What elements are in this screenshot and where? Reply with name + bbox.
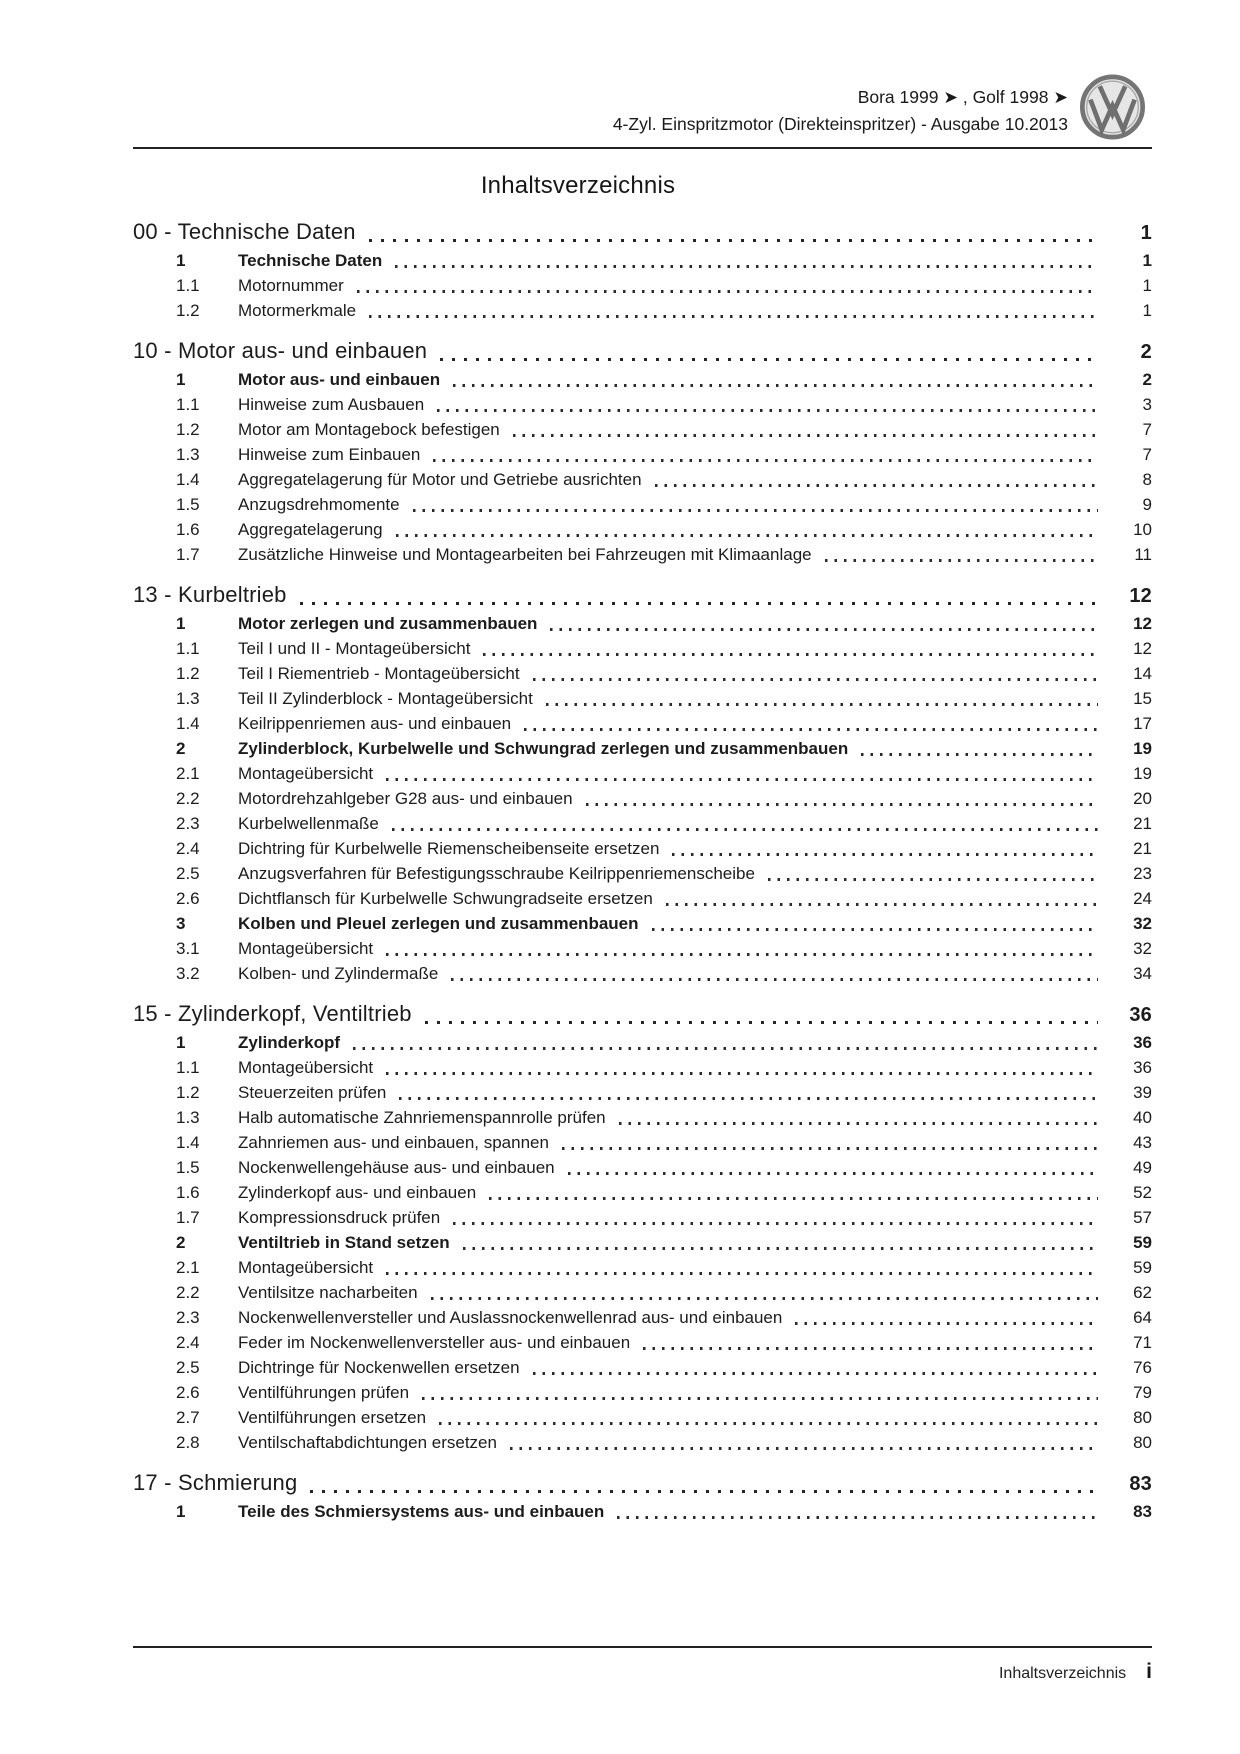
dot-leader [672,853,1098,856]
entry-page-number: 83 [1133,1502,1152,1521]
toc-entry-row [133,761,1152,786]
toc-entry-row [133,1130,1152,1155]
entry-number: 1 [176,614,186,633]
toc-entry-row [133,1255,1152,1280]
dot-leader [586,803,1098,806]
toc-entry-row [133,517,1152,542]
toc-entry-row [133,1080,1152,1105]
entry-page-number: 64 [1133,1308,1152,1327]
entry-number: 2.4 [176,1333,200,1352]
toc-entry-row [133,1030,1152,1055]
toc-chapter-row [133,1468,1152,1499]
entry-title: Hinweise zum Einbauen [238,445,421,464]
header-model-line: Bora 1999 ➤ , Golf 1998 ➤ [857,87,1068,107]
dot-leader [652,928,1098,931]
entry-number: 1.6 [176,1183,200,1202]
dot-leader [399,1097,1098,1100]
entry-page-number: 71 [1133,1333,1152,1352]
dot-leader [666,903,1098,906]
entry-title: Nockenwellenversteller und Auslassnockenwellenrad aus- und einbauen [238,1308,783,1327]
entry-title: Kolben und Pleuel zerlegen und zusammenbauen [238,914,639,933]
toc-entry-row [133,417,1152,442]
toc-entry-row [133,861,1152,886]
dot-leader [395,265,1098,268]
entry-title: Technische Daten [238,251,383,270]
entry-number: 1.7 [176,1208,200,1227]
entry-number: 2 [176,739,186,758]
toc-entry-row [133,911,1152,936]
toc-entry-row [133,886,1152,911]
entry-page-number: 15 [1133,689,1152,708]
entry-title: Dichtflansch für Kurbelwelle Schwungradseite ersetzen [238,889,653,908]
entry-page-number: 20 [1133,789,1152,808]
dot-leader [433,459,1098,462]
entry-title: Teil II Zylinderblock - Montageübersicht [238,689,533,708]
entry-number: 1.1 [176,395,200,414]
entry-title: Ventilführungen ersetzen [238,1408,427,1427]
toc-chapter-row [133,217,1152,248]
dot-leader [768,878,1098,881]
toc-entry-row [133,1180,1152,1205]
entry-title: Feder im Nockenwellenversteller aus- und einbauen [238,1333,631,1352]
entry-page-number: 57 [1133,1208,1152,1227]
entry-page-number: 1 [1142,251,1152,270]
entry-page-number: 40 [1133,1108,1152,1127]
toc-entry-row [133,1380,1152,1405]
dot-leader [643,1347,1098,1350]
toc-entry-row [133,786,1152,811]
entry-number: 3.1 [176,939,200,958]
entry-title: Motor zerlegen und zusammenbauen [238,614,538,633]
entry-number: 2.3 [176,814,200,833]
entry-page-number: 7 [1142,420,1152,439]
entry-number: 2.3 [176,1308,200,1327]
entry-page-number: 12 [1133,639,1152,658]
entry-title: Anzugsverfahren für Befestigungsschraube Keilrippenriemenscheibe [238,864,755,883]
dot-leader [386,1072,1098,1075]
entry-number: 1.2 [176,420,200,439]
toc-entry-row [133,273,1152,298]
toc-entry-row [133,442,1152,467]
entry-title: Motormerkmale [238,301,357,320]
entry-page-number: 80 [1133,1433,1152,1452]
toc-entry-row [133,1330,1152,1355]
entry-number: 1.2 [176,1083,200,1102]
entry-number: 1.1 [176,639,200,658]
entry-title: Ventilschaftabdichtungen ersetzen [238,1433,497,1452]
dot-leader [795,1322,1098,1325]
entry-title: Motor am Montagebock befestigen [238,420,500,439]
entry-number: 1.4 [176,470,200,489]
entry-title: Motornummer [238,276,344,295]
dot-leader [546,703,1098,706]
entry-page-number: 59 [1133,1233,1152,1252]
footer-divider [133,1646,1152,1648]
dot-leader [483,653,1098,656]
dot-leader [550,628,1098,631]
toc-chapter-row [133,999,1152,1030]
toc-entry-row [133,1055,1152,1080]
entry-number: 1 [176,370,186,389]
dot-leader [489,1197,1098,1200]
entry-page-number: 49 [1133,1158,1152,1177]
entry-number: 1.2 [176,664,200,683]
dot-leader [437,409,1098,412]
entry-title: Halb automatische Zahnriemenspannrolle prüfen [238,1108,606,1127]
entry-page-number: 11 [1134,545,1152,564]
entry-page-number: 14 [1133,664,1152,683]
entry-title: Ventiltrieb in Stand setzen [238,1233,450,1252]
dot-leader [386,778,1098,781]
entry-number: 1 [176,251,186,270]
dot-leader [562,1147,1098,1150]
dot-leader [513,434,1098,437]
header-engine-line: 4-Zyl. Einspritzmotor (Direkteinspritzer) - Ausgabe 10.2013 [612,114,1068,134]
toc-chapter-row [133,580,1152,611]
dot-leader [369,239,1098,242]
toc-entry-row [133,636,1152,661]
entry-number: 1.7 [176,545,200,564]
toc-entry-row [133,1105,1152,1130]
toc-entry-row [133,611,1152,636]
entry-title: Anzugsdrehmomente [238,495,400,514]
dot-leader [463,1247,1098,1250]
dot-leader [413,509,1098,512]
entry-page-number: 76 [1133,1358,1152,1377]
entry-number: 1 [176,1502,186,1521]
entry-number: 2.5 [176,864,200,883]
dot-leader [861,753,1098,756]
chapter-label: 10 - Motor aus- und einbauen [133,338,428,363]
toc-entry-row [133,1280,1152,1305]
entry-number: 1.4 [176,1133,200,1152]
entry-number: 2.1 [176,1258,200,1277]
entry-title: Kurbelwellenmaße [238,814,379,833]
entry-number: 1.4 [176,714,200,733]
entry-page-number: 36 [1133,1058,1152,1077]
chapter-page-number: 2 [1140,341,1152,363]
chapter-label: 13 - Kurbeltrieb [133,582,287,607]
toc-entry-row [133,961,1152,986]
entry-title: Motordrehzahlgeber G28 aus- und einbauen [238,789,573,808]
entry-title: Teil I Riementrieb - Montageübersicht [238,664,520,683]
entry-page-number: 10 [1133,520,1152,539]
entry-title: Dichtringe für Nockenwellen ersetzen [238,1358,520,1377]
toc-entry-row [133,661,1152,686]
dot-leader [825,559,1098,562]
toc-entry-row [133,686,1152,711]
entry-title: Hinweise zum Ausbauen [238,395,425,414]
toc-entry-row [133,1430,1152,1455]
dot-leader [386,953,1098,956]
entry-title: Steuerzeiten prüfen [238,1083,387,1102]
toc-entry-row [133,811,1152,836]
entry-title: Zylinderkopf aus- und einbauen [238,1183,477,1202]
toc-entry-row [133,492,1152,517]
entry-page-number: 19 [1133,764,1152,783]
entry-page-number: 19 [1133,739,1152,758]
dot-leader [422,1397,1098,1400]
entry-page-number: 7 [1142,445,1152,464]
entry-title: Zusätzliche Hinweise und Montagearbeiten bei Fahrzeugen mit Klimaanlage [238,545,812,564]
toc-chapter-row [133,336,1152,367]
entry-title: Zylinderblock, Kurbelwelle und Schwungrad zerlegen und zusammenbauen [238,739,849,758]
toc-entry-row [133,1305,1152,1330]
dot-leader [369,315,1098,318]
chapter-page-number: 12 [1129,585,1152,607]
toc-entry-row [133,836,1152,861]
page-title: Inhaltsverzeichnis [480,172,676,199]
toc-entry-row [133,736,1152,761]
entry-number: 2.2 [176,1283,200,1302]
entry-number: 1 [176,1033,186,1052]
entry-page-number: 12 [1133,614,1152,633]
toc-entry-row [133,298,1152,323]
entry-title: Montageübersicht [238,939,374,958]
dot-leader [617,1516,1098,1519]
entry-number: 2.6 [176,1383,200,1402]
dot-leader [453,1222,1098,1225]
entry-number: 1.1 [176,1058,200,1077]
chapter-label: 00 - Technische Daten [133,219,356,244]
entry-number: 2.2 [176,789,200,808]
entry-page-number: 17 [1133,714,1152,733]
dot-leader [425,1021,1098,1024]
entry-title: Montageübersicht [238,1258,374,1277]
entry-page-number: 1 [1142,276,1152,295]
entry-number: 2.7 [176,1408,200,1427]
entry-page-number: 1 [1142,301,1152,320]
entry-page-number: 36 [1133,1033,1152,1052]
entry-number: 3.2 [176,964,200,983]
toc-entry-row [133,248,1152,273]
entry-page-number: 8 [1142,470,1152,489]
footer-section-label: Inhaltsverzeichnis [998,1665,1127,1682]
entry-number: 1.3 [176,445,200,464]
toc-entry-row [133,1499,1152,1524]
entry-page-number: 3 [1142,395,1152,414]
entry-title: Aggregatelagerung [238,520,383,539]
dot-leader [300,602,1098,605]
entry-number: 2.6 [176,889,200,908]
dot-leader [510,1447,1098,1450]
chapter-page-number: 36 [1129,1004,1152,1026]
dot-leader [310,1490,1098,1493]
entry-number: 3 [176,914,186,933]
entry-title: Dichtring für Kurbelwelle Riemenscheibenseite ersetzen [238,839,660,858]
entry-page-number: 32 [1133,939,1152,958]
dot-leader [439,1422,1098,1425]
entry-title: Montageübersicht [238,764,374,783]
entry-number: 2.8 [176,1433,200,1452]
entry-number: 1.5 [176,495,200,514]
entry-page-number: 24 [1133,889,1152,908]
entry-page-number: 21 [1133,814,1152,833]
dot-leader [533,678,1098,681]
entry-page-number: 23 [1133,864,1152,883]
toc-entry-row [133,936,1152,961]
dot-leader [431,1297,1098,1300]
toc-entry-row [133,711,1152,736]
dot-leader [453,384,1098,387]
toc-entry-row [133,467,1152,492]
toc-entry-row [133,1155,1152,1180]
entry-number: 1.1 [176,276,200,295]
entry-title: Zahnriemen aus- und einbauen, spannen [238,1133,549,1152]
dot-leader [440,358,1098,361]
toc-entry-row [133,1405,1152,1430]
entry-number: 2.5 [176,1358,200,1377]
entry-page-number: 34 [1133,964,1152,983]
toc-entry-row [133,367,1152,392]
toc-entry-row [133,392,1152,417]
entry-page-number: 59 [1133,1258,1152,1277]
entry-page-number: 62 [1133,1283,1152,1302]
entry-title: Kolben- und Zylindermaße [238,964,439,983]
entry-title: Teil I und II - Montageübersicht [238,639,471,658]
entry-number: 2 [176,1233,186,1252]
entry-title: Motor aus- und einbauen [238,370,441,389]
entry-page-number: 43 [1133,1133,1152,1152]
dot-leader [524,728,1098,731]
entry-page-number: 21 [1133,839,1152,858]
entry-title: Keilrippenriemen aus- und einbauen [238,714,512,733]
page-footer [999,1660,1152,1684]
entry-title: Kompressionsdruck prüfen [238,1208,441,1227]
dot-leader [451,978,1098,981]
entry-number: 2.1 [176,764,200,783]
entry-title: Zylinderkopf [238,1033,341,1052]
entry-page-number: 32 [1133,914,1152,933]
entry-page-number: 9 [1142,495,1152,514]
toc-entry-row [133,1230,1152,1255]
header-divider [133,147,1152,149]
dot-leader [396,534,1098,537]
vw-logo-icon [1079,69,1146,145]
toc-entry-row [133,1205,1152,1230]
dot-leader [533,1372,1098,1375]
chapter-label: 17 - Schmierung [133,1470,298,1495]
dot-leader [353,1047,1098,1050]
entry-page-number: 79 [1133,1383,1152,1402]
toc-entry-row [133,542,1152,567]
dot-leader [568,1172,1098,1175]
entry-page-number: 52 [1133,1183,1152,1202]
entry-title: Ventilführungen prüfen [238,1383,410,1402]
entry-number: 1.3 [176,689,200,708]
dot-leader [619,1122,1098,1125]
entry-title: Aggregatelagerung für Motor und Getriebe ausrichten [238,470,642,489]
entry-title: Montageübersicht [238,1058,374,1077]
entry-number: 1.3 [176,1108,200,1127]
chapter-label: 15 - Zylinderkopf, Ventiltrieb [133,1001,412,1026]
entry-number: 1.5 [176,1158,200,1177]
dot-leader [655,484,1098,487]
dot-leader [392,828,1098,831]
toc-entry-row [133,1355,1152,1380]
entry-title: Nockenwellengehäuse aus- und einbauen [238,1158,555,1177]
entry-number: 2.4 [176,839,200,858]
entry-number: 1.6 [176,520,200,539]
footer-page-number: i [1146,1660,1152,1683]
entry-page-number: 39 [1133,1083,1152,1102]
entry-title: Teile des Schmiersystems aus- und einbauen [238,1502,605,1521]
dot-leader [386,1272,1098,1275]
entry-page-number: 2 [1142,370,1152,389]
toc [133,217,1152,1524]
chapter-page-number: 1 [1140,222,1152,244]
entry-page-number: 80 [1133,1408,1152,1427]
page-header [613,84,1068,138]
entry-title: Ventilsitze nacharbeiten [238,1283,418,1302]
dot-leader [357,290,1098,293]
chapter-page-number: 83 [1129,1473,1152,1495]
entry-number: 1.2 [176,301,200,320]
